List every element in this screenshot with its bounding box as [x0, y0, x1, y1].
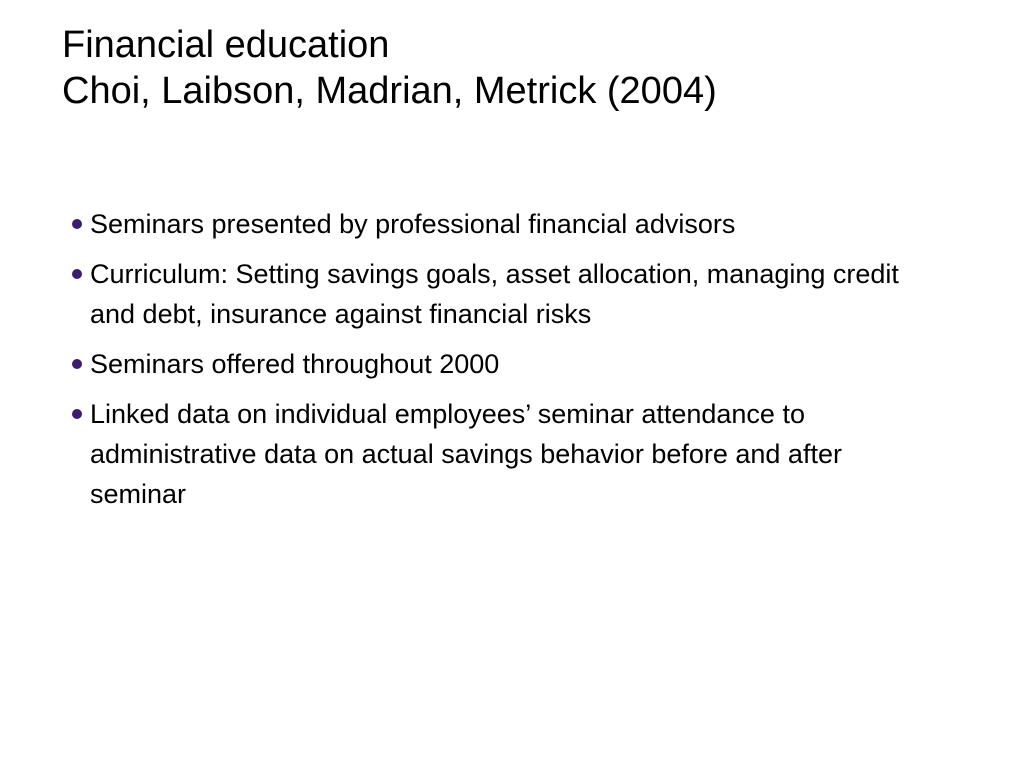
- bullet-text: Curriculum: Setting savings goals, asset allocation, managing credit and debt, insurance against financial risks: [90, 259, 899, 329]
- bullet-item: [70, 204, 920, 244]
- bullet-dot-icon: [72, 269, 82, 279]
- title-line-1: Financial education: [62, 24, 390, 66]
- bullet-list: [70, 204, 920, 524]
- bullet-text: Seminars presented by professional financial advisors: [90, 209, 736, 239]
- bullet-dot-icon: [72, 409, 82, 419]
- bullet-item: [70, 254, 920, 334]
- bullet-text: Linked data on individual employees’ seminar attendance to administrative data on actual savings behavior before and after seminar: [90, 399, 842, 509]
- bullet-item: [70, 344, 920, 384]
- bullet-text: Seminars offered throughout 2000: [90, 349, 500, 379]
- bullet-item: [70, 394, 920, 514]
- bullet-dot-icon: [72, 219, 82, 229]
- slide-title: [62, 22, 1002, 114]
- title-line-2: Choi, Laibson, Madrian, Metrick (2004): [62, 70, 717, 112]
- bullet-dot-icon: [72, 359, 82, 369]
